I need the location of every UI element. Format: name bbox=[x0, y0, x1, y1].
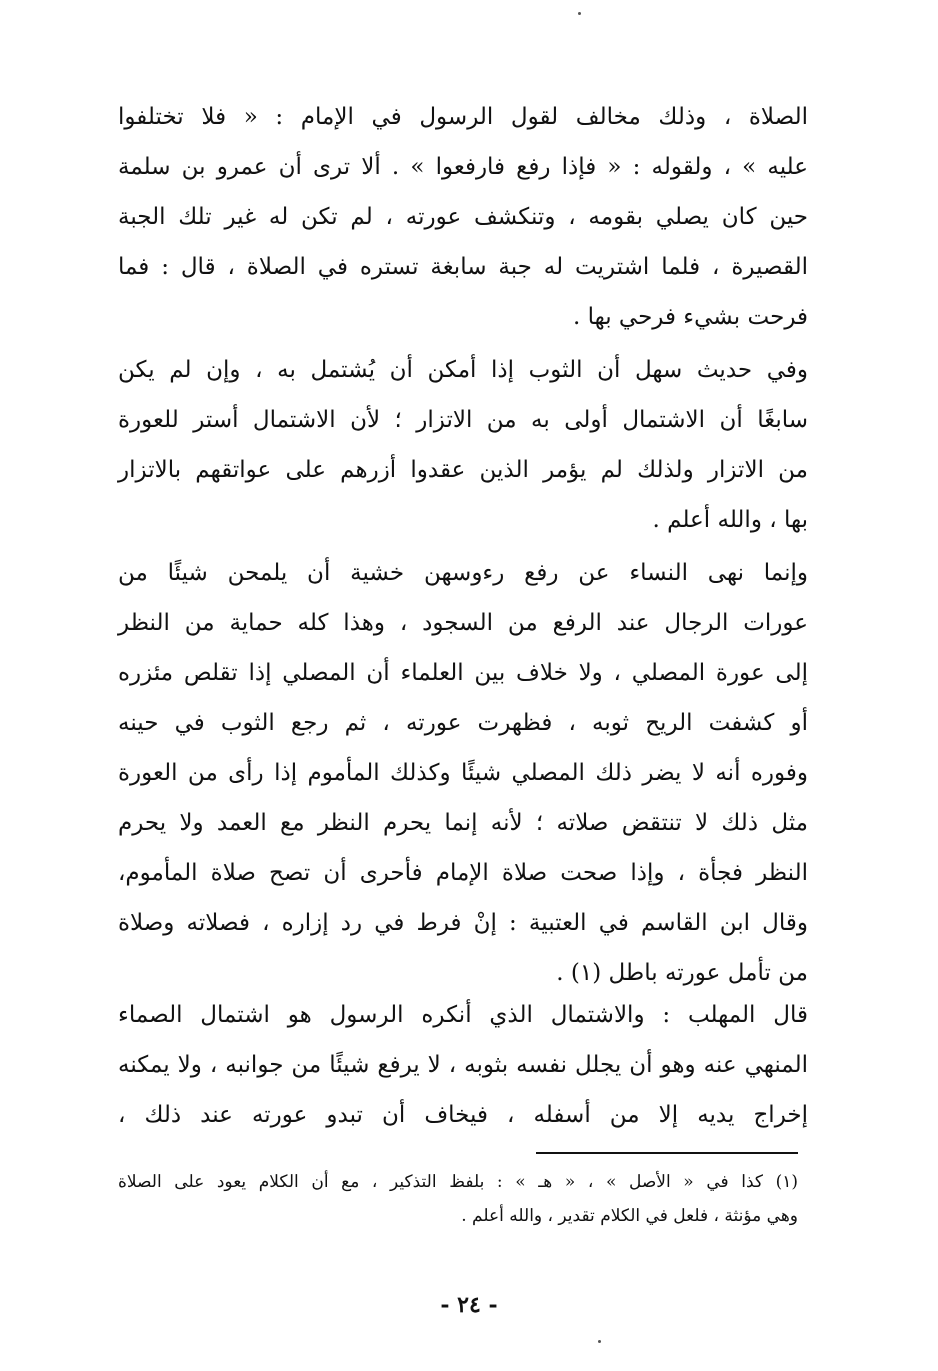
text-line: إلى عورة المصلي ، ولا خلاف بين العلماء أن المصلي إذا تقلص مئزره bbox=[118, 660, 808, 686]
text-line: وفي حديث سهل أن الثوب إذا أمكن أن يُشتمل به ، وإن لم يكن bbox=[118, 357, 808, 383]
text-line: من الاتزار ولذلك لم يؤمر الذين عقدوا أزرهم على عواتقهم بالاتزار bbox=[118, 457, 808, 483]
text-line: عورات الرجال عند الرفع من السجود ، وهذا كله حماية من النظر bbox=[118, 610, 808, 636]
text-line: القصيرة ، فلما اشتريت له جبة سابغة تستره في الصلاة ، قال : فما bbox=[118, 254, 808, 280]
text-line: الصلاة ، وذلك مخالف لقول الرسول في الإمام : « فلا تختلفوا bbox=[118, 104, 808, 130]
text-line: أو كشفت الريح ثوبه ، فظهرت عورته ، ثم رجع الثوب في حينه bbox=[118, 710, 808, 736]
page-number: - ٢٤ - bbox=[440, 1292, 498, 1318]
text-line: حين كان يصلي بقومه ، وتنكشف عورته ، لم تكن له غير تلك الجبة bbox=[118, 204, 808, 230]
text-line: قال المهلب : والاشتمال الذي أنكره الرسول هو اشتمال الصماء bbox=[118, 1002, 808, 1028]
text-line: النظر فجأة ، وإذا صحت صلاة الإمام فأحرى أن تصح صلاة المأموم، bbox=[118, 860, 808, 886]
footnote-line: وهي مؤنثة ، فلعل في الكلام تقدير ، والله أعلم . bbox=[461, 1206, 798, 1226]
text-line: وفوره أنه لا يضر ذلك المصلي شيئًا وكذلك المأموم إذا رأى من العورة bbox=[118, 760, 808, 786]
text-line: من تأمل عورته باطل (١) . bbox=[556, 960, 808, 986]
scan-speck bbox=[598, 1340, 601, 1343]
footnote-line: (١) كذا في « الأصل » ، « هـ » : بلفظ التذكير ، مع أن الكلام يعود على الصلاة bbox=[118, 1172, 798, 1192]
text-line: وقال ابن القاسم في العتبية : إنْ فرط في رد إزاره ، فصلاته وصلاة bbox=[118, 910, 808, 936]
text-line: مثل ذلك لا تنتقض صلاته ؛ لأنه إنما يحرم النظر مع العمد ولا يحرم bbox=[118, 810, 808, 836]
text-line: عليه » ، ولقوله : « فإذا رفع فارفعوا » . ألا ترى أن عمرو بن سلمة bbox=[118, 154, 808, 180]
text-line: المنهي عنه وهو أن يجلل نفسه بثوبه ، لا يرفع شيئًا من جوانبه ، ولا يمكنه bbox=[118, 1052, 808, 1078]
text-line: سابغًا أن الاشتمال أولى به من الاتزار ؛ لأن الاشتمال أستر للعورة bbox=[118, 407, 808, 433]
text-line: إخراج يديه إلا من أسفله ، فيخاف أن تبدو عورته عند ذلك ، bbox=[118, 1102, 808, 1128]
footnote-separator bbox=[536, 1152, 798, 1154]
scan-speck bbox=[578, 12, 581, 15]
text-line: بها ، والله أعلم . bbox=[652, 507, 808, 533]
text-line: وإنما نهى النساء عن رفع رءوسهن خشية أن يلمحن شيئًا من bbox=[118, 560, 808, 586]
text-line: فرحت بشيء فرحي بها . bbox=[572, 304, 808, 330]
